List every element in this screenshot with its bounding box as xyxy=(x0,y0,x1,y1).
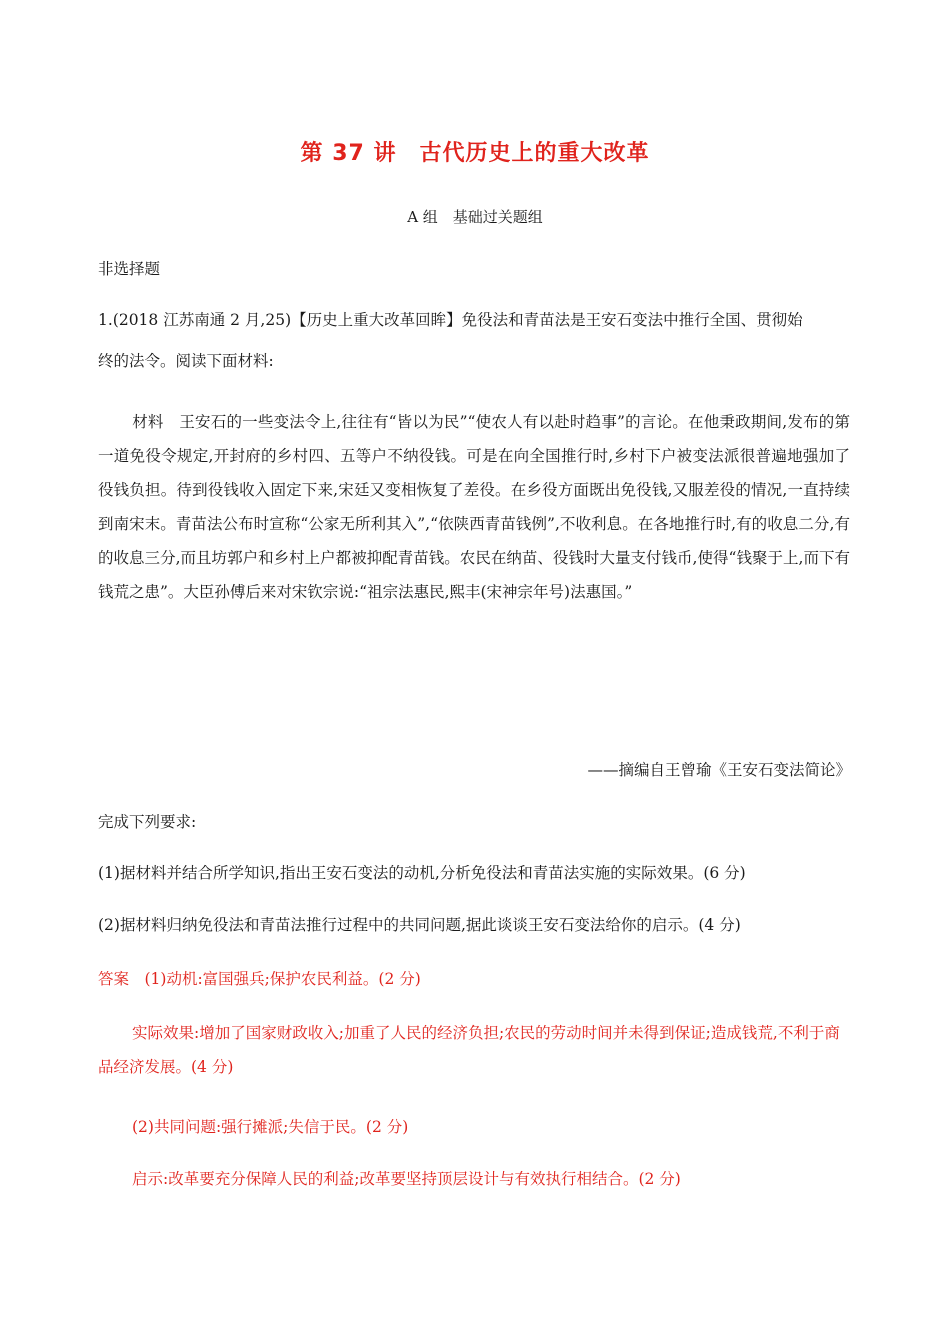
question-stem-line-1: 1.(2018 江苏南通 2 月,25)【历史上重大改革回眸】免役法和青苗法是王安石变法中推行全国、贯彻始 xyxy=(98,311,803,329)
answer-effect xyxy=(98,1016,850,1084)
material-source: ——摘编自王曾瑜《王安石变法简论》 xyxy=(587,761,851,779)
answer-common-problem: (2)共同问题:强行摊派;失信于民。(2 分) xyxy=(132,1118,409,1136)
sub-question-1: (1)据材料并结合所学知识,指出王安石变法的动机,分析免役法和青苗法实施的实际效果。(6 分) xyxy=(98,864,746,882)
answer-line-1: 答案 (1)动机:富国强兵;保护农民利益。(2 分) xyxy=(98,970,421,988)
section-heading: 非选择题 xyxy=(98,260,161,278)
answer-insight: 启示:改革要充分保障人民的利益;改革要坚持顶层设计与有效执行相结合。(2 分) xyxy=(132,1170,681,1188)
question-stem-line-2: 终的法令。阅读下面材料: xyxy=(98,352,274,370)
group-subtitle: A 组 基础过关题组 xyxy=(407,208,543,226)
requirement-heading: 完成下列要求: xyxy=(98,813,197,831)
sub-question-2: (2)据材料归纳免役法和青苗法推行过程中的共同问题,据此谈谈王安石变法给你的启示。(4 分) xyxy=(98,916,741,934)
page-title: 第 37 讲 古代历史上的重大改革 xyxy=(300,141,650,166)
material-text: 材料 王安石的一些变法令上,往往有“皆以为民”“使农人有以赴时趋事”的言论。在他秉政期间,发布的第一道免役令规定,开封府的乡村四、五等户不纳役钱。可是在向全国推行时,乡村下户被变法派很普遍地强加了役钱负担。待到役钱收入固定下来,宋廷又变相恢复了差役。在乡役方面既出免役钱,又服差役的情况,一直持续到南宋末。青苗法公布时宣称“公家无所利其入”,“依陕西青苗钱例”,不收利息。在各地推行时,有的收息二分,有的收息三分,而且坊郭户和乡村上户都被抑配青苗钱。农民在纳苗、役钱时大量支付钱币,使得“钱聚于上,而下有钱荒之患”。大臣孙傅后来对宋钦宗说:“祖宗法惠民,熙丰(宋神宗年号)法惠国。” xyxy=(98,413,850,601)
answer-effect-text: 实际效果:增加了国家财政收入;加重了人民的经济负担;农民的劳动时间并未得到保证;造成钱荒,不利于商品经济发展。(4 分) xyxy=(98,1024,840,1076)
material-passage xyxy=(98,405,850,609)
